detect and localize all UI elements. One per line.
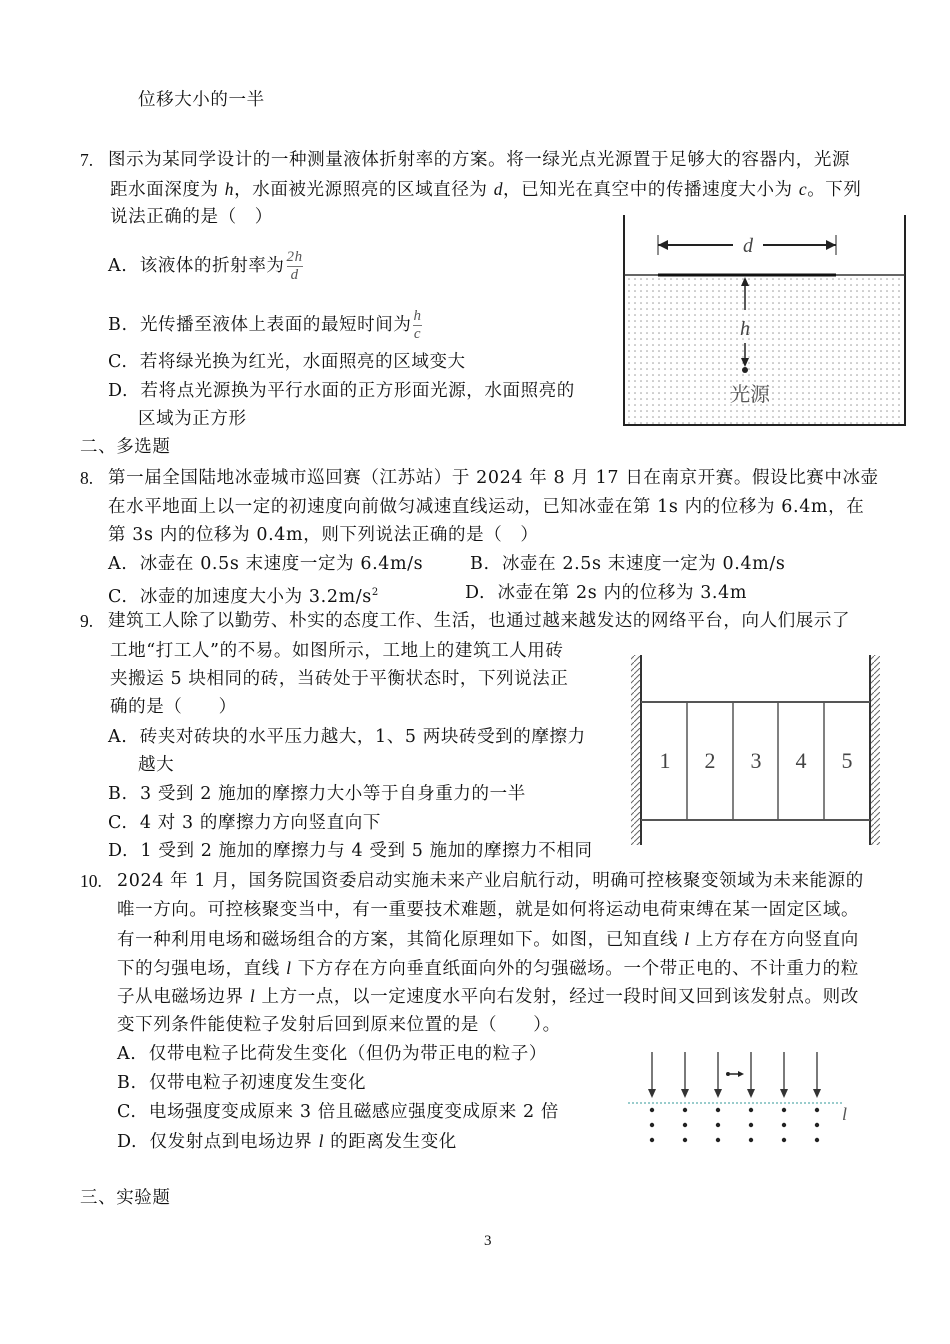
l-label: l (842, 1104, 848, 1124)
magnetic-field-dot (782, 1123, 786, 1127)
particle (726, 1072, 730, 1076)
fraction: $\frac{2h}{d}$ (286, 249, 303, 283)
option-d: D. 若将点光源换为平行水面的正方形面光源，水面照亮的 (108, 381, 575, 401)
option-b: B. 光传播至液体上表面的最短时间为 $\frac{h}{c}$ (108, 308, 422, 342)
fraction: $\frac{h}{c}$ (413, 308, 422, 342)
magnetic-field-dot (683, 1108, 687, 1112)
question-text: 图示为某同学设计的一种测量液体折射率的方案。将一绿光点光源置于足够大的容器内，光源 (108, 150, 851, 170)
brick-clamp-figure (628, 650, 883, 850)
option-c: C. 4 对 3 的摩擦力方向竖直向下 (108, 813, 381, 833)
question-text: 确的是（ ） (110, 697, 237, 717)
option-d-cont: 区域为正方形 (138, 409, 247, 429)
question-text: 子从电磁场边界 l 上方一点，以一定速度水平向右发射，经过一段时间又回到该发射点。则改 (117, 986, 859, 1007)
h-label: h (740, 318, 750, 340)
q6-tail-text: 位移大小的一半 (138, 90, 265, 110)
question-text: 有一种利用电场和磁场组合的方案，其简化原理如下。如图，已知直线 l 上方存在方向竖直向 (117, 929, 859, 950)
option-b: B. 仅带电粒子初速度发生变化 (117, 1073, 367, 1093)
option-d: D. 1 受到 2 施加的摩擦力与 4 受到 5 施加的摩擦力不相同 (108, 841, 593, 861)
d-label: d (743, 235, 753, 257)
question-text: 距水面深度为 h，水面被光源照亮的区域直径为 d，已知光在真空中的传播速度大小为 c。下列 (110, 179, 862, 200)
arrow-head-icon (813, 1089, 821, 1098)
magnetic-field-dot (683, 1123, 687, 1127)
em-field-figure (620, 1048, 860, 1148)
option-c: C. 冰壶的加速度大小为 $3.2m/s^2$ (108, 586, 379, 607)
question-text: 工地“打工人”的不易。如图所示，工地上的建筑工人用砖 (110, 641, 564, 661)
question-text: 2024 年 1 月，国务院国资委启动实施未来产业启航行动，明确可控核聚变领域为未来能源的 (117, 871, 864, 891)
question-number: 10. (80, 871, 102, 891)
magnetic-field-dot (650, 1123, 654, 1127)
arrow-head-icon (648, 1089, 656, 1098)
magnetic-field-dot (749, 1123, 753, 1127)
brick-5: 5 (841, 748, 853, 773)
magnetic-field-dot (716, 1108, 720, 1112)
magnetic-field-dot (782, 1108, 786, 1112)
question-text: 夹搬运 5 块相同的砖，当砖处于平衡状态时，下列说法正 (110, 669, 569, 689)
option-a: A. 砖夹对砖块的水平压力越大，1、5 两块砖受到的摩擦力 (108, 727, 586, 747)
magnetic-field-dot (815, 1138, 819, 1142)
brick-3: 3 (750, 748, 762, 773)
magnetic-field-dot (650, 1108, 654, 1112)
magnetic-field-dot (650, 1138, 654, 1142)
magnetic-field-dot (683, 1138, 687, 1142)
question-text: 第 3s 内的位移为 0.4m，则下列说法正确的是（ ） (108, 525, 539, 545)
arrow-head-icon (714, 1089, 722, 1098)
light-source-dot (742, 367, 748, 373)
question-number: 8. (80, 468, 94, 488)
section-heading: 三、实验题 (80, 1188, 171, 1208)
question-text: 唯一方向。可控核聚变当中，有一重要技术难题，就是如何将运动电荷束缚在某一固定区域。 (117, 900, 860, 920)
option-d: D. 仅发射点到电场边界 l 的距离发生变化 (117, 1131, 457, 1152)
option-a-cont: 越大 (138, 755, 175, 775)
magnetic-field-dot (782, 1138, 786, 1142)
question-text: 在水平地面上以一定的初速度向前做匀减速直线运动，已知冰壶在第 1s 内的位移为 6.4m，在 (108, 497, 865, 517)
option-c: C. 电场强度变成原来 3 倍且磁感应强度变成原来 2 倍 (117, 1102, 559, 1122)
magnetic-field-dot (749, 1138, 753, 1142)
magnetic-field-dot (749, 1108, 753, 1112)
arrow-head-icon (747, 1089, 755, 1098)
option-c: C. 若将绿光换为红光，水面照亮的区域变大 (108, 352, 466, 372)
arrow-head-icon (780, 1089, 788, 1098)
option-b: B. 冰壶在 2.5s 末速度一定为 0.4m/s (470, 554, 786, 574)
question-text: 第一届全国陆地冰壶城市巡回赛（江苏站）于 2024 年 8 月 17 日在南京开赛。假设比赛中冰壶 (108, 468, 879, 488)
brick-2: 2 (704, 748, 716, 773)
question-number: 7. (80, 150, 94, 170)
option-a: A. 仅带电粒子比荷发生变化（但仍为带正电的粒子） (117, 1044, 547, 1064)
light-source-label: 光源 (730, 384, 770, 406)
option-b: B. 3 受到 2 施加的摩擦力大小等于自身重力的一半 (108, 784, 526, 804)
magnetic-field-dot (716, 1138, 720, 1142)
question-text: 说法正确的是（ ） (110, 207, 273, 227)
magnetic-field-dot (815, 1108, 819, 1112)
arrow-head-icon (681, 1089, 689, 1098)
question-text: 下的匀强电场，直线 l 下方存在方向垂直纸面向外的匀强磁场。一个带正电的、不计重力的粒 (117, 958, 859, 979)
brick-1: 1 (659, 748, 671, 773)
brick-4: 4 (795, 748, 807, 773)
question-text: 建筑工人除了以勤劳、朴实的态度工作、生活，也通过越来越发达的网络平台，向人们展示了 (108, 611, 851, 631)
option-a: A. 该液体的折射率为 $\frac{2h}{d}$ (108, 249, 303, 283)
magnetic-field-dot (815, 1123, 819, 1127)
option-a: A. 冰壶在 0.5s 末速度一定为 6.4m/s (108, 554, 424, 574)
question-text: 变下列条件能使粒子发射后回到原来位置的是（ ）。 (117, 1015, 561, 1035)
option-d: D. 冰壶在第 2s 内的位移为 3.4m (465, 583, 748, 603)
question-number: 9. (80, 611, 94, 631)
page-number: 3 (484, 1233, 492, 1249)
magnetic-field-dot (716, 1123, 720, 1127)
refraction-container-figure (615, 205, 915, 430)
section-heading: 二、多选题 (80, 437, 171, 457)
